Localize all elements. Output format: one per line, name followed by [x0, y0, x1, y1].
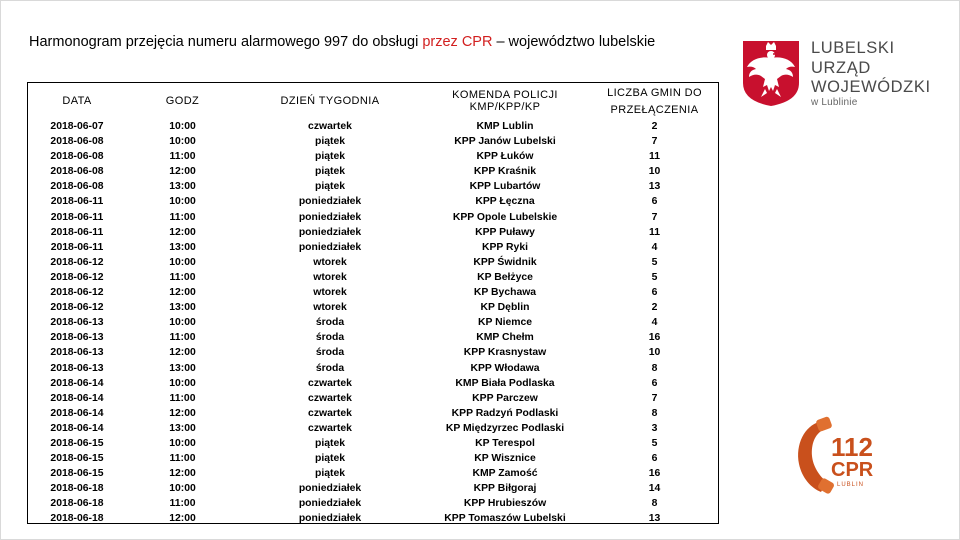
cell-police-unit: KP Dęblin — [480, 302, 530, 314]
table-row — [28, 511, 720, 526]
table-row — [28, 285, 720, 300]
cell-date: 2018-06-11 — [50, 226, 104, 238]
table-row — [28, 496, 720, 511]
cell-municipality-count: 7 — [651, 211, 658, 223]
cell-police-unit: KPP Lubartów — [469, 181, 541, 193]
table-row — [28, 315, 720, 330]
cell-date: 2018-06-08 — [50, 166, 104, 178]
cell-municipality-count: 6 — [651, 287, 658, 299]
cell-date: 2018-06-15 — [50, 453, 104, 465]
cell-date: 2018-06-12 — [50, 256, 104, 268]
cell-date: 2018-06-14 — [50, 392, 104, 404]
cell-municipality-count: 5 — [651, 271, 658, 283]
table-row — [28, 270, 720, 285]
cell-date: 2018-06-18 — [50, 513, 104, 525]
table-row — [28, 210, 720, 225]
cell-hour: 11:00 — [169, 392, 196, 404]
cell-weekday: czwartek — [308, 377, 352, 389]
cell-weekday: wtorek — [313, 287, 347, 299]
cell-hour: 11:00 — [169, 332, 196, 344]
cell-hour: 12:00 — [169, 226, 196, 238]
cell-weekday: poniedziałek — [298, 498, 362, 510]
table-row — [28, 345, 720, 360]
cell-police-unit: KP Międzyrzec Podlaski — [445, 422, 565, 434]
cell-hour: 11:00 — [169, 453, 196, 465]
table-row — [28, 240, 720, 255]
cell-municipality-count: 16 — [648, 332, 661, 344]
header-municipality-count: LICZBA GMIN DO PRZEŁĄCZENIA — [607, 87, 702, 116]
schedule-table — [28, 83, 720, 527]
cell-weekday: piątek — [314, 166, 346, 178]
cell-date: 2018-06-13 — [50, 317, 104, 329]
cell-date: 2018-06-14 — [50, 377, 104, 389]
cell-hour: 13:00 — [169, 241, 196, 253]
cell-weekday: środa — [315, 332, 345, 344]
cell-police-unit: KPP Puławy — [475, 226, 535, 238]
cell-weekday: piątek — [314, 468, 346, 480]
cell-date: 2018-06-14 — [50, 422, 104, 434]
table-header-row — [28, 83, 720, 119]
cell-date: 2018-06-07 — [50, 121, 104, 132]
schedule-table-frame — [27, 82, 719, 524]
cell-municipality-count: 5 — [651, 437, 658, 449]
table-body — [28, 119, 720, 527]
cell-weekday: piątek — [314, 151, 346, 163]
cell-municipality-count: 7 — [651, 136, 658, 148]
table-row — [28, 376, 720, 391]
cell-date: 2018-06-08 — [50, 181, 104, 193]
header-weekday: DZIEŃ TYGODNIA — [280, 95, 380, 107]
badge-number: 112 — [831, 432, 873, 462]
cell-date: 2018-06-11 — [50, 211, 104, 223]
cell-police-unit: KP Niemce — [477, 317, 533, 329]
lubelski-urzad-logo — [741, 39, 931, 109]
logo-line-w-lublinie: w Lublinie — [811, 97, 858, 108]
table-row — [28, 481, 720, 496]
cell-weekday: czwartek — [308, 407, 352, 419]
table-row — [28, 436, 720, 451]
title-prefix: Harmonogram przejęcia numeru alarmowego 997 do obsługi — [29, 34, 423, 50]
cell-police-unit: KPP Biłgoraj — [473, 483, 537, 495]
table-row — [28, 466, 720, 481]
white-eagle-crest-icon — [741, 39, 801, 107]
cell-hour: 12:00 — [169, 347, 196, 359]
cell-municipality-count: 10 — [648, 166, 661, 178]
table-row — [28, 164, 720, 179]
cell-hour: 11:00 — [169, 498, 196, 510]
cell-municipality-count: 4 — [651, 317, 658, 329]
table-row — [28, 225, 720, 240]
cell-police-unit: KPP Kraśnik — [473, 166, 537, 178]
cell-municipality-count: 8 — [651, 362, 658, 374]
cell-weekday: poniedziałek — [298, 241, 362, 253]
cell-weekday: poniedziałek — [298, 226, 362, 238]
cell-weekday: wtorek — [313, 271, 347, 283]
cell-weekday: wtorek — [313, 302, 347, 314]
cell-municipality-count: 13 — [648, 513, 661, 525]
table-row — [28, 391, 720, 406]
cell-weekday: czwartek — [308, 121, 352, 132]
cell-police-unit: KPP Łęczna — [475, 196, 535, 208]
cell-hour: 12:00 — [169, 407, 196, 419]
cell-police-unit: KPP Hrubieszów — [463, 498, 547, 510]
table-row — [28, 149, 720, 164]
table-row — [28, 451, 720, 466]
cell-weekday: środa — [315, 362, 345, 374]
cell-date: 2018-06-12 — [50, 271, 104, 283]
cell-police-unit: KPP Opole Lubelskie — [452, 211, 558, 223]
cell-municipality-count: 2 — [651, 302, 658, 314]
cell-hour: 11:00 — [169, 271, 196, 283]
table-row — [28, 406, 720, 421]
cell-police-unit: KPP Krasnystaw — [463, 347, 547, 359]
cell-date: 2018-06-08 — [50, 151, 104, 163]
cell-weekday: czwartek — [308, 392, 352, 404]
table-row — [28, 421, 720, 436]
cell-municipality-count: 6 — [651, 196, 658, 208]
cell-police-unit: KPP Tomaszów Lubelski — [444, 513, 566, 525]
badge-sub-text: LUBLIN — [837, 482, 865, 488]
page-title — [29, 34, 655, 50]
cell-hour: 10:00 — [169, 136, 196, 148]
table-row — [28, 330, 720, 345]
cell-municipality-count: 8 — [651, 498, 658, 510]
cell-police-unit: KP Bychawa — [473, 287, 537, 299]
logo-line-wojewodzki: WOJEWÓDZKI — [811, 78, 931, 96]
table-row — [28, 361, 720, 376]
cell-weekday: piątek — [314, 437, 346, 449]
cell-date: 2018-06-15 — [50, 468, 104, 480]
cell-municipality-count: 11 — [649, 226, 660, 238]
cell-hour: 12:00 — [169, 166, 196, 178]
cell-police-unit: KMP Lublin — [476, 121, 534, 132]
table-row — [28, 255, 720, 270]
cpr-112-badge — [793, 416, 893, 496]
cell-weekday: piątek — [314, 453, 346, 465]
cell-municipality-count: 3 — [651, 422, 658, 434]
cell-weekday: poniedziałek — [298, 483, 362, 495]
cell-police-unit: KMP Chełm — [476, 332, 534, 344]
table-row — [28, 179, 720, 194]
cell-hour: 13:00 — [169, 302, 196, 314]
cell-weekday: środa — [315, 317, 345, 329]
cell-weekday: poniedziałek — [298, 196, 362, 208]
cell-weekday: środa — [315, 347, 345, 359]
table-row — [28, 134, 720, 149]
cell-date: 2018-06-18 — [50, 483, 104, 495]
logo-line-lubelski: LUBELSKI — [811, 39, 895, 57]
cell-date: 2018-06-13 — [50, 347, 104, 359]
cell-hour: 13:00 — [169, 422, 196, 434]
cell-date: 2018-06-15 — [50, 437, 104, 449]
cell-hour: 12:00 — [169, 468, 196, 480]
cell-police-unit: KPP Radzyń Podlaski — [451, 407, 559, 419]
cell-police-unit: KMP Biała Podlaska — [455, 377, 555, 389]
cell-police-unit: KP Bełżyce — [477, 271, 533, 283]
cell-hour: 10:00 — [169, 256, 196, 268]
cell-weekday: piątek — [314, 181, 346, 193]
cell-police-unit: KPP Świdnik — [473, 256, 537, 268]
cell-hour: 10:00 — [169, 317, 196, 329]
cell-municipality-count: 6 — [651, 453, 658, 465]
cell-police-unit: KPP Włodawa — [470, 362, 540, 374]
cell-hour: 10:00 — [169, 483, 196, 495]
table-row — [28, 119, 720, 134]
cell-hour: 10:00 — [169, 437, 196, 449]
cell-police-unit: KPP Łuków — [476, 151, 534, 163]
cell-date: 2018-06-11 — [50, 196, 104, 208]
table-row — [28, 194, 720, 209]
cell-date: 2018-06-11 — [50, 241, 104, 253]
cell-hour: 11:00 — [169, 211, 196, 223]
cell-weekday: poniedziałek — [298, 513, 362, 525]
badge-cpr-text: CPR — [831, 459, 874, 481]
cell-municipality-count: 7 — [651, 392, 658, 404]
cell-date: 2018-06-12 — [50, 302, 104, 314]
cell-municipality-count: 14 — [648, 483, 661, 495]
cell-municipality-count: 8 — [651, 407, 658, 419]
cell-hour: 10:00 — [169, 196, 196, 208]
cell-hour: 10:00 — [169, 121, 196, 132]
cell-municipality-count: 16 — [648, 468, 661, 480]
cell-police-unit: KPP Janów Lubelski — [454, 136, 556, 148]
cell-municipality-count: 11 — [649, 151, 660, 163]
table-row — [28, 300, 720, 315]
cell-weekday: wtorek — [313, 256, 347, 268]
cell-hour: 12:00 — [169, 287, 196, 299]
cell-date: 2018-06-13 — [50, 332, 104, 344]
cell-hour: 11:00 — [169, 151, 196, 163]
cell-weekday: czwartek — [308, 422, 352, 434]
cell-municipality-count: 13 — [648, 181, 661, 193]
cell-police-unit: KPP Parczew — [472, 392, 538, 404]
cell-police-unit: KPP Ryki — [481, 241, 528, 253]
title-suffix: – województwo lubelskie — [492, 34, 656, 50]
header-police-unit: KOMENDA POLICJI KMP/KPP/KP — [452, 89, 558, 113]
header-date: DATA — [62, 95, 92, 107]
phone-handset-icon — [798, 416, 835, 495]
cell-weekday: piątek — [314, 136, 346, 148]
cell-hour: 12:00 — [169, 513, 196, 525]
cell-municipality-count: 4 — [651, 241, 658, 253]
cell-municipality-count: 10 — [648, 347, 661, 359]
cell-date: 2018-06-13 — [50, 362, 104, 374]
cell-police-unit: KP Wisznice — [474, 453, 536, 465]
cell-police-unit: KP Terespol — [475, 437, 535, 449]
cell-municipality-count: 5 — [651, 256, 658, 268]
cell-hour: 13:00 — [169, 181, 196, 193]
cell-date: 2018-06-14 — [50, 407, 104, 419]
cell-hour: 13:00 — [169, 362, 196, 374]
cell-municipality-count: 2 — [651, 121, 658, 132]
cell-weekday: poniedziałek — [298, 211, 362, 223]
cell-date: 2018-06-08 — [50, 136, 104, 148]
cell-municipality-count: 6 — [651, 377, 658, 389]
cell-hour: 10:00 — [169, 377, 196, 389]
cell-date: 2018-06-12 — [50, 287, 104, 299]
cell-date: 2018-06-18 — [50, 498, 104, 510]
cell-police-unit: KMP Zamość — [472, 468, 538, 480]
title-highlight: przez CPR — [422, 34, 493, 50]
header-hour: GODZ — [165, 95, 200, 107]
logo-line-urzad: URZĄD — [811, 59, 871, 77]
